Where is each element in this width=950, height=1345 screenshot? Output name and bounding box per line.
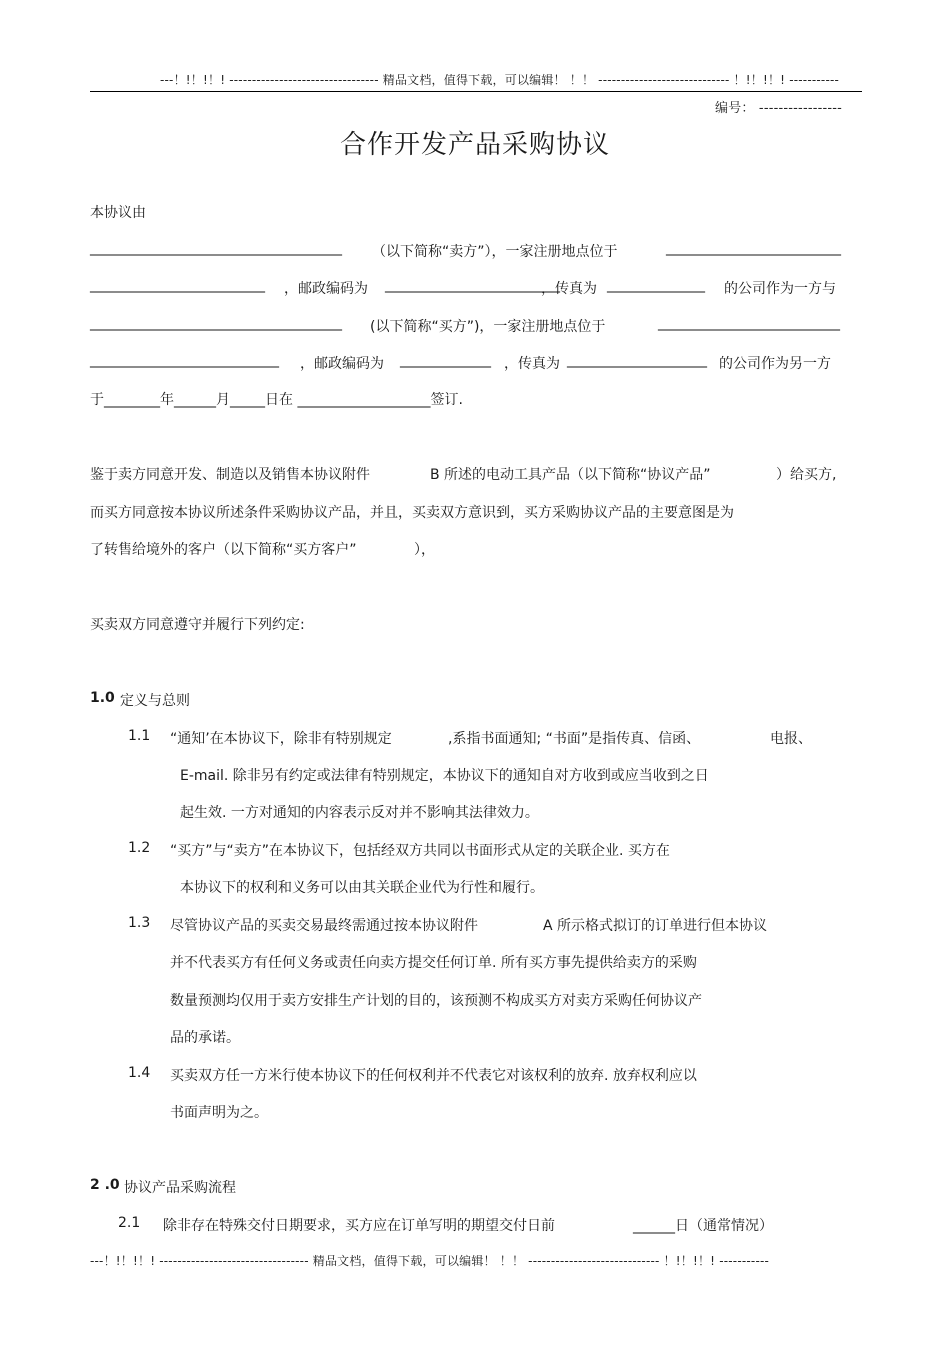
seller-party-text: 的公司作为一方与 [724,281,836,297]
clause-2-1-number: 2.1 [118,1215,141,1231]
clause-1-1-line-1b: ,系指书面通知; “书面”是指传真、信函、 [448,731,701,747]
clause-1-1-line-3: 起生效. 一方对通知的内容表示反对并不影响其法律效力。 [180,805,539,821]
clause-1-4-line-2: 书面声明为之。 [170,1105,268,1121]
seller-address-blank-2: _________________________ [90,277,265,293]
clause-1-1-line-1a: “通知’在本协议下，除非有特别规定 [170,731,392,747]
signing-date-line: 于________年______月_____日在 ___________________签订. [90,392,463,408]
clause-1-3-line-4: 品的承诺。 [170,1030,240,1046]
clause-1-4-number: 1.4 [128,1065,151,1081]
buyer-postcode-label: ，邮政编码为 [300,356,384,372]
clause-1-2-number: 1.2 [128,840,151,856]
clause-1-1-number: 1.1 [128,728,151,744]
recital-line-1a: 鉴于卖方同意开发、制造以及销售本协议附件 [90,467,370,483]
recital-line-1b: B 所述的电动工具产品（以下简称“协议产品” [430,467,711,483]
agreement-statement: 买卖双方同意遵守并履行下列约定: [90,617,305,633]
buyer-party-text: 的公司作为另一方 [719,356,831,372]
clause-2-1-line-1b: ______日（通常情况） [633,1218,773,1234]
footer-banner: ---！!！!！! --------------------------------- 精品文档，值得下载，可以编辑！ ！！ ----------------------------- ！!！!！! ----------- [90,1254,770,1268]
buyer-fax-label: ，传真为 [504,356,560,372]
clause-1-2-line-2: 本协议下的权利和义务可以由其关联企业代为行性和履行。 [180,880,544,896]
buyer-fax-blank: ____________________ [567,352,707,368]
section-1-number: 1.0 [90,690,115,706]
clause-1-1-line-2: E-mail. 除非另有约定或法律有特别规定，本协议下的通知自对方收到或应当收到之日 [180,768,709,784]
recital-line-3a: 了转售给境外的客户（以下简称“买方客户” [90,542,357,558]
buyer-abbrev-text: (以下简称“买方”)，一家注册地点位于 [370,319,606,335]
clause-1-3-line-1b: A 所示格式拟订的订单进行但本协议 [543,918,768,934]
document-number: 编号： ----------------- [715,101,843,116]
recital-line-3b: ）， [414,542,435,558]
header-rule [90,91,862,92]
buyer-address-blank-2: ___________________________ [90,352,279,368]
buyer-postcode-blank: _____________ [400,352,491,368]
clause-1-2-line-1: “买方”与“卖方”在本协议下，包括经双方共同以书面形式从定的关联企业. 买方在 [170,843,670,859]
buyer-address-blank: __________________________ [658,315,840,331]
clause-2-1-line-1a: 除非存在特殊交付日期要求，买方应在订单写明的期望交付日前 [163,1218,555,1234]
clause-1-1-line-1c: 电报、 [770,731,812,747]
seller-fax-blank: ______________ [607,277,705,293]
page-title: 合作开发产品采购协议 [339,130,610,160]
clause-1-3-line-2: 并不代表买方有任何义务或责任向卖方提交任何订单. 所有买方事先提供给卖方的采购 [170,955,697,971]
seller-fax-label: ，传真为 [541,281,597,297]
buyer-name-blank: ____________________________________ [90,315,342,331]
clause-1-3-line-1a: 尽管协议产品的买卖交易最终需通过按本协议附件 [170,918,478,934]
seller-address-blank: _________________________ [666,240,841,256]
recital-line-2: 而买方同意按本协议所述条件采购协议产品，并且，买卖双方意识到，买方采购协议产品的主要意图是为 [90,505,734,521]
seller-name-blank: ____________________________________ [90,240,342,256]
section-2-heading: 协议产品采购流程 [124,1180,236,1196]
section-2-number: 2 .0 [90,1177,120,1193]
intro-line-0: 本协议由 [90,205,146,221]
section-1-heading: 定义与总则 [120,693,190,709]
header-banner: ---！!！!！! --------------------------------- 精品文档，值得下载，可以编辑！ ！！ ----------------------------- ！!！!！! ----------- [160,73,840,87]
clause-1-3-number: 1.3 [128,915,151,931]
clause-1-3-line-3: 数量预测均仅用于卖方安排生产计划的目的，该预测不构成买方对卖方采购任何协议产 [170,993,702,1009]
recital-line-1c: ）给买方, [776,467,837,483]
seller-postcode-label: ，邮政编码为 [284,281,368,297]
clause-1-4-line-1: 买卖双方任一方米行使本协议下的任何权利并不代表它对该权利的放弃. 放弃权利应以 [170,1068,697,1084]
seller-postcode-blank: _________________________ [385,277,560,293]
seller-abbrev-text: （以下简称“卖方”），一家注册地点位于 [372,244,618,260]
